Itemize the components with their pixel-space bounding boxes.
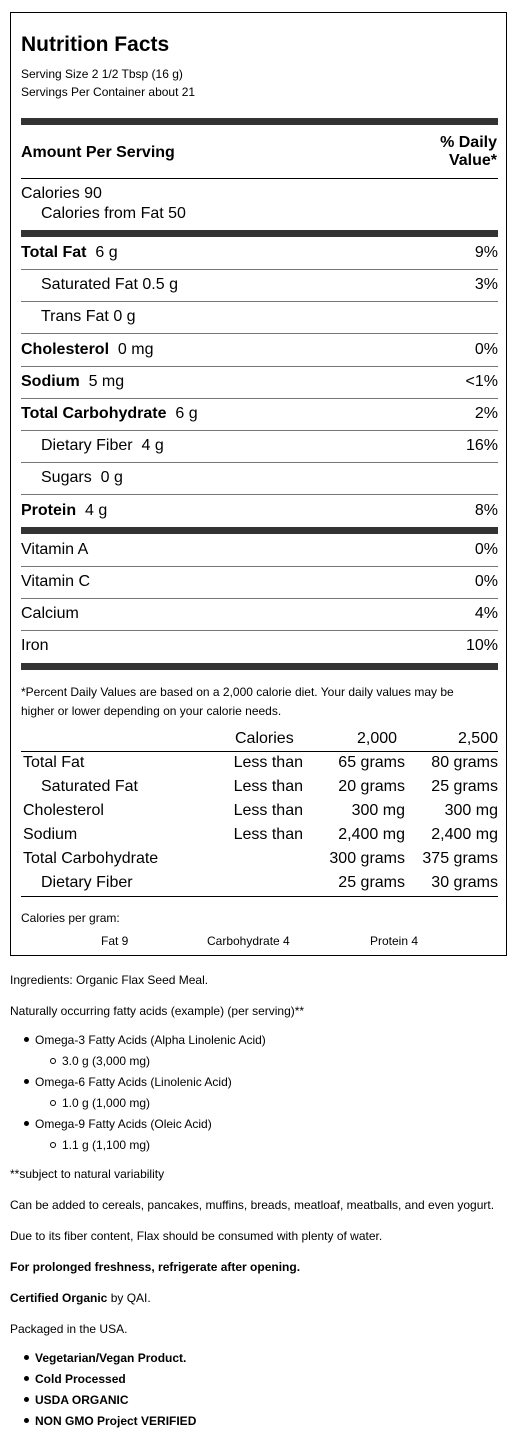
dv-2000: 300 grams <box>329 850 405 867</box>
fiber-note: Due to its fiber content, Flax should be consumed with plenty of water. <box>10 1229 383 1243</box>
vitamin-name: Vitamin A <box>21 541 89 558</box>
dv-2000: 20 grams <box>338 778 405 795</box>
nutrient-dv: 16% <box>465 437 498 454</box>
vitamin-dv: 0% <box>474 573 498 590</box>
label-title: Nutrition Facts <box>21 33 170 56</box>
dv-table-row <box>21 802 498 826</box>
vitamin-name: Calcium <box>21 605 79 622</box>
dv-nutrient: Saturated Fat <box>41 778 138 795</box>
dv-2000: 2,400 mg <box>338 826 405 843</box>
circle-bullet-icon <box>50 1058 56 1064</box>
fatty-acid-amount: 1.1 g (1,100 mg) <box>50 1138 150 1152</box>
nutrient-amount: 6 g <box>95 244 118 261</box>
dv-2500: 30 grams <box>431 874 498 891</box>
nutrient-row-sugars <box>21 462 498 494</box>
fatty-acids-intro: Naturally occurring fatty acids (example) (per serving)** <box>10 1004 305 1018</box>
dv-limit: Less than <box>233 802 303 819</box>
vitamin-dv: 4% <box>474 605 498 622</box>
dv-nutrient: Cholesterol <box>23 802 104 819</box>
nutrient-row-saturated-fat <box>21 269 498 301</box>
divider <box>21 178 498 179</box>
dv-nutrient: Total Carbohydrate <box>23 850 159 867</box>
nutrient-name: Total Fat <box>21 244 87 261</box>
feature-item: Cold Processed <box>24 1372 126 1386</box>
per-gram-carbohydrate: Carbohydrate 4 <box>207 934 290 948</box>
bullet-icon <box>24 1355 29 1360</box>
nutrient-name: Saturated Fat 0.5 g <box>41 276 178 293</box>
dv-2500: 375 grams <box>422 850 498 867</box>
dv-2500: 2,400 mg <box>431 826 498 843</box>
nutrient-amount: 4 g <box>141 437 164 454</box>
fatty-acid-amount: 1.0 g (1,000 mg) <box>50 1096 150 1110</box>
dv-table-row <box>21 850 498 874</box>
circle-bullet-icon <box>50 1100 56 1106</box>
nutrient-amount: 4 g <box>85 502 108 519</box>
vitamin-dv: 0% <box>474 541 498 558</box>
divider <box>21 751 498 752</box>
dv-header-2500: 2,500 <box>457 730 498 747</box>
footnote-line-1: *Percent Daily Values are based on a 2,000 calorie diet. Your daily values may be <box>21 685 454 699</box>
fatty-acid-item: Omega-3 Fatty Acids (Alpha Linolenic Acid) <box>24 1033 266 1047</box>
nutrient-amount: 0 mg <box>117 341 154 358</box>
circle-bullet-icon <box>50 1142 56 1148</box>
nutrient-row-protein <box>21 495 498 527</box>
vitamin-name: Vitamin C <box>21 573 91 590</box>
dv-limit: Less than <box>233 754 303 771</box>
freshness-note: For prolonged freshness, refrigerate after opening. <box>10 1260 301 1274</box>
nutrient-dv: 2% <box>474 405 498 422</box>
dv-table-row <box>21 754 498 778</box>
nutrient-name: Total Carbohydrate <box>21 405 167 422</box>
dv-table-row <box>21 826 498 850</box>
thick-divider <box>21 527 498 534</box>
nutrient-amount: 6 g <box>175 405 198 422</box>
bullet-icon <box>24 1079 29 1084</box>
fatty-acid-item: Omega-6 Fatty Acids (Linolenic Acid) <box>24 1075 232 1089</box>
packaged-note: Packaged in the USA. <box>10 1322 128 1336</box>
dv-2500: 25 grams <box>431 778 498 795</box>
amount-per-serving: Amount Per Serving <box>21 144 175 161</box>
dv-2500: 300 mg <box>444 802 498 819</box>
nutrient-amount: 0 g <box>100 469 123 486</box>
nutrient-amount: 5 mg <box>88 373 125 390</box>
dv-table-row <box>21 874 498 898</box>
vitamin-dv: 10% <box>465 637 498 654</box>
fatty-acid-amount: 3.0 g (3,000 mg) <box>50 1054 150 1068</box>
nutrient-dv: 0% <box>474 341 498 358</box>
nutrient-dv: <1% <box>465 373 498 390</box>
nutrient-row-cholesterol <box>21 334 498 366</box>
nutrient-row-dietary-fiber <box>21 430 498 462</box>
nutrient-name: Sodium <box>21 373 80 390</box>
nutrient-row-total-carbohydrate <box>21 398 498 430</box>
fatty-acid-item: Omega-9 Fatty Acids (Oleic Acid) <box>24 1117 212 1131</box>
nutrient-row-trans-fat <box>21 301 498 333</box>
per-gram-fat: Fat 9 <box>101 934 129 948</box>
vitamin-row-calcium <box>21 598 498 630</box>
vitamin-name: Iron <box>21 637 49 654</box>
nutrient-name: Dietary Fiber <box>41 437 133 454</box>
dv-header-calories: Calories <box>235 730 294 747</box>
feature-item: Vegetarian/Vegan Product. <box>24 1351 186 1365</box>
thick-divider <box>21 118 498 125</box>
nutrient-dv: 3% <box>474 276 498 293</box>
calories-per-gram: Calories per gram: <box>21 911 120 925</box>
ingredients: Ingredients: Organic Flax Seed Meal. <box>10 973 209 987</box>
nutrient-name: Cholesterol <box>21 341 110 358</box>
calories: Calories 90 <box>21 185 102 202</box>
bullet-icon <box>24 1037 29 1042</box>
dv-2500: 80 grams <box>431 754 498 771</box>
nutrient-row-sodium <box>21 366 498 398</box>
calories-from-fat: Calories from Fat 50 <box>41 205 186 222</box>
nutrient-dv: 8% <box>474 502 498 519</box>
thick-divider <box>21 230 498 237</box>
vitamin-row-c <box>21 566 498 598</box>
dv-limit: Less than <box>233 778 303 795</box>
dv-2000: 300 mg <box>351 802 405 819</box>
bullet-icon <box>24 1121 29 1126</box>
daily-value-heading: % Daily Value* <box>440 134 497 169</box>
footnote-line-2: higher or lower depending on your calorie needs. <box>21 704 282 718</box>
usage-note: Can be added to cereals, pancakes, muffins, breads, meatloaf, meatballs, and even yogurt. <box>10 1198 495 1212</box>
dv-nutrient: Total Fat <box>23 754 85 771</box>
nutrient-name: Sugars <box>41 469 92 486</box>
feature-item: NON GMO Project VERIFIED <box>24 1414 196 1428</box>
serving-size: Serving Size 2 1/2 Tbsp (16 g) <box>21 67 183 81</box>
bullet-icon <box>24 1418 29 1423</box>
vitamin-row-a <box>21 534 498 566</box>
nutrient-name: Trans Fat 0 g <box>41 308 136 325</box>
dv-2000: 65 grams <box>338 754 405 771</box>
dv-2000: 25 grams <box>338 874 405 891</box>
feature-item: USDA ORGANIC <box>24 1393 129 1407</box>
nutrient-row-total-fat <box>21 237 498 269</box>
vitamin-row-iron <box>21 630 498 662</box>
thick-divider <box>21 663 498 670</box>
nutrition-facts-label <box>10 12 507 956</box>
nutrient-name: Protein <box>21 502 77 519</box>
dv-nutrient: Sodium <box>23 826 78 843</box>
divider <box>21 896 498 897</box>
dv-header-2000: 2,000 <box>357 730 398 747</box>
nutrient-dv: 9% <box>474 244 498 261</box>
variability-note: **subject to natural variability <box>10 1167 165 1181</box>
bullet-icon <box>24 1397 29 1402</box>
servings-per-container: Servings Per Container about 21 <box>21 85 196 99</box>
dv-table-row <box>21 778 498 802</box>
certified-organic: Certified Organic by QAI. <box>10 1291 151 1305</box>
per-gram-protein: Protein 4 <box>370 934 419 948</box>
dv-limit: Less than <box>233 826 303 843</box>
dv-nutrient: Dietary Fiber <box>41 874 133 891</box>
bullet-icon <box>24 1376 29 1381</box>
